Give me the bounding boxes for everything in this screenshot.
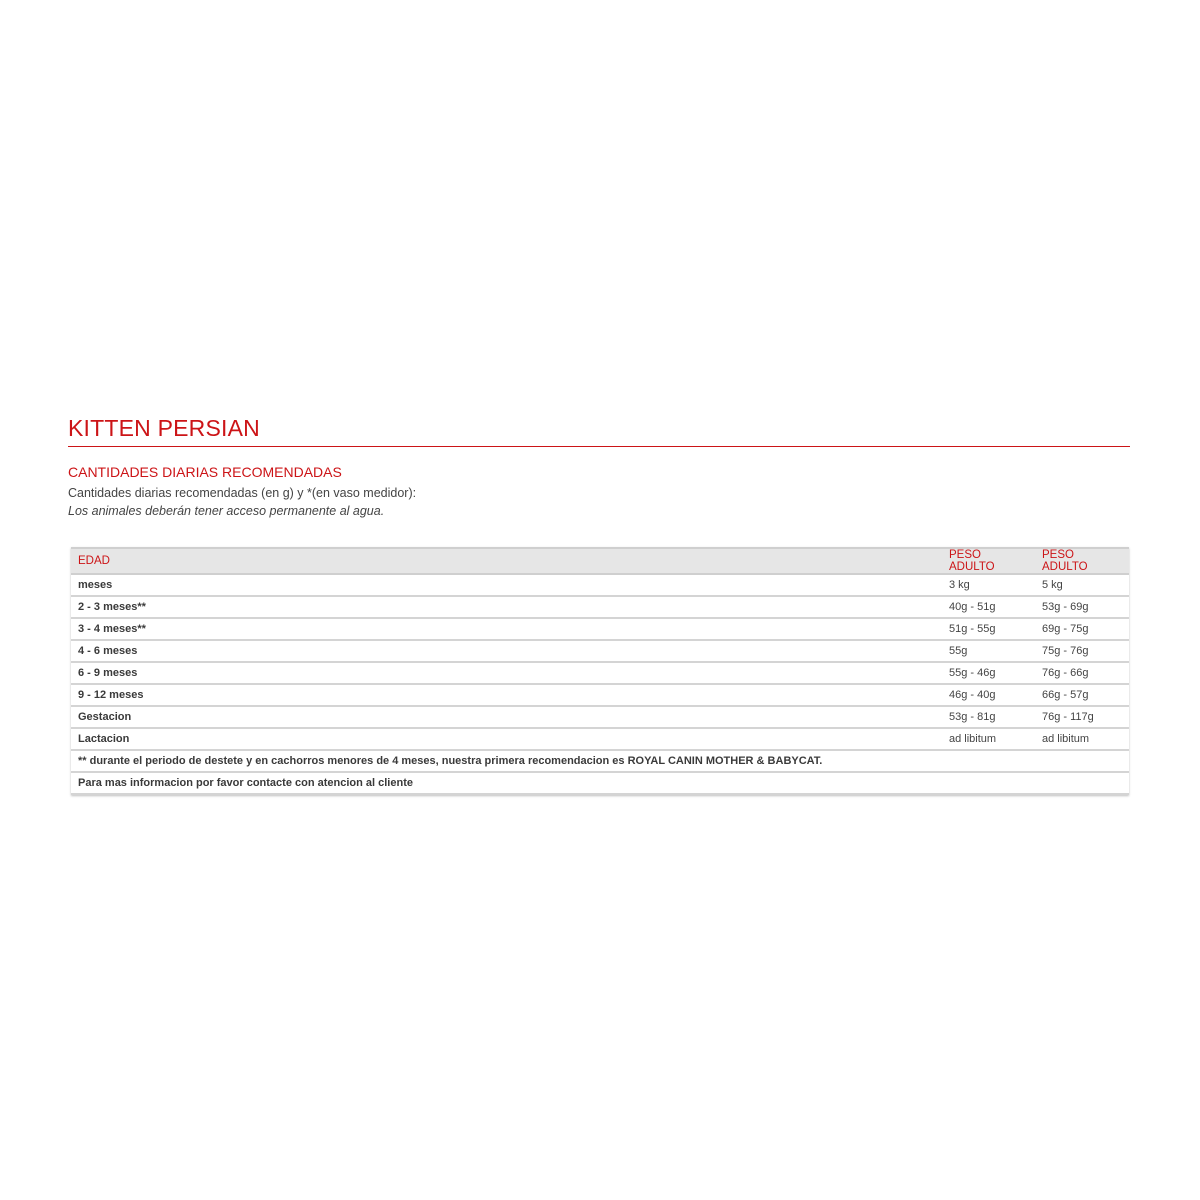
row-value-3kg: ad libitum [942, 728, 1035, 750]
intro-text: Cantidades diarias recomendadas (en g) y *(en vaso medidor): [68, 486, 417, 500]
row-value-5kg: 76g - 66g [1035, 662, 1129, 684]
header-peso-adulto-1: PESO ADULTO [942, 548, 1035, 574]
table-footnote-row [71, 772, 1129, 794]
feeding-table [71, 547, 1129, 795]
row-age: 2 - 3 meses** [71, 596, 942, 618]
section-subtitle: CANTIDADES DIARIAS RECOMENDADAS [68, 464, 342, 480]
row-age: 6 - 9 meses [71, 662, 942, 684]
row-value-5kg: 69g - 75g [1035, 618, 1129, 640]
row-value-5kg: ad libitum [1035, 728, 1129, 750]
row-value-3kg: 55g [942, 640, 1035, 662]
header-edad: EDAD [71, 548, 942, 574]
row-value-3kg: 51g - 55g [942, 618, 1035, 640]
row-value-5kg: 75g - 76g [1035, 640, 1129, 662]
row-age: 4 - 6 meses [71, 640, 942, 662]
row-value-5kg: 76g - 117g [1035, 706, 1129, 728]
row-value-3kg: 55g - 46g [942, 662, 1035, 684]
table-row [71, 662, 1129, 684]
header-peso-adulto-2: PESO ADULTO [1035, 548, 1129, 574]
table-footnote-row [71, 750, 1129, 772]
row-value-5kg: 5 kg [1035, 574, 1129, 596]
table-row [71, 728, 1129, 750]
feeding-guide [68, 413, 1130, 795]
row-value-3kg: 46g - 40g [942, 684, 1035, 706]
page-title: KITTEN PERSIAN [68, 413, 1130, 447]
table-row [71, 684, 1129, 706]
row-age: 9 - 12 meses [71, 684, 942, 706]
row-age: 3 - 4 meses** [71, 618, 942, 640]
footnote-contact: Para mas informacion por favor contacte con atencion al cliente [71, 772, 1129, 794]
row-value-3kg: 3 kg [942, 574, 1035, 596]
row-age: Gestacion [71, 706, 942, 728]
table-row [71, 574, 1129, 596]
footnote-weaning: ** durante el periodo de destete y en cachorros menores de 4 meses, nuestra primera recomendacion es ROYAL CANIN MOTHER & BABYCAT. [71, 750, 1129, 772]
water-note: Los animales deberán tener acceso permanente al agua. [68, 504, 385, 518]
row-value-5kg: 66g - 57g [1035, 684, 1129, 706]
table-row [71, 640, 1129, 662]
row-value-5kg: 53g - 69g [1035, 596, 1129, 618]
table-row [71, 596, 1129, 618]
row-age: meses [71, 574, 942, 596]
table-row [71, 706, 1129, 728]
row-age: Lactacion [71, 728, 942, 750]
table-row [71, 618, 1129, 640]
feeding-table-wrapper [71, 547, 1129, 795]
table-header-row [71, 548, 1129, 574]
row-value-3kg: 40g - 51g [942, 596, 1035, 618]
row-value-3kg: 53g - 81g [942, 706, 1035, 728]
